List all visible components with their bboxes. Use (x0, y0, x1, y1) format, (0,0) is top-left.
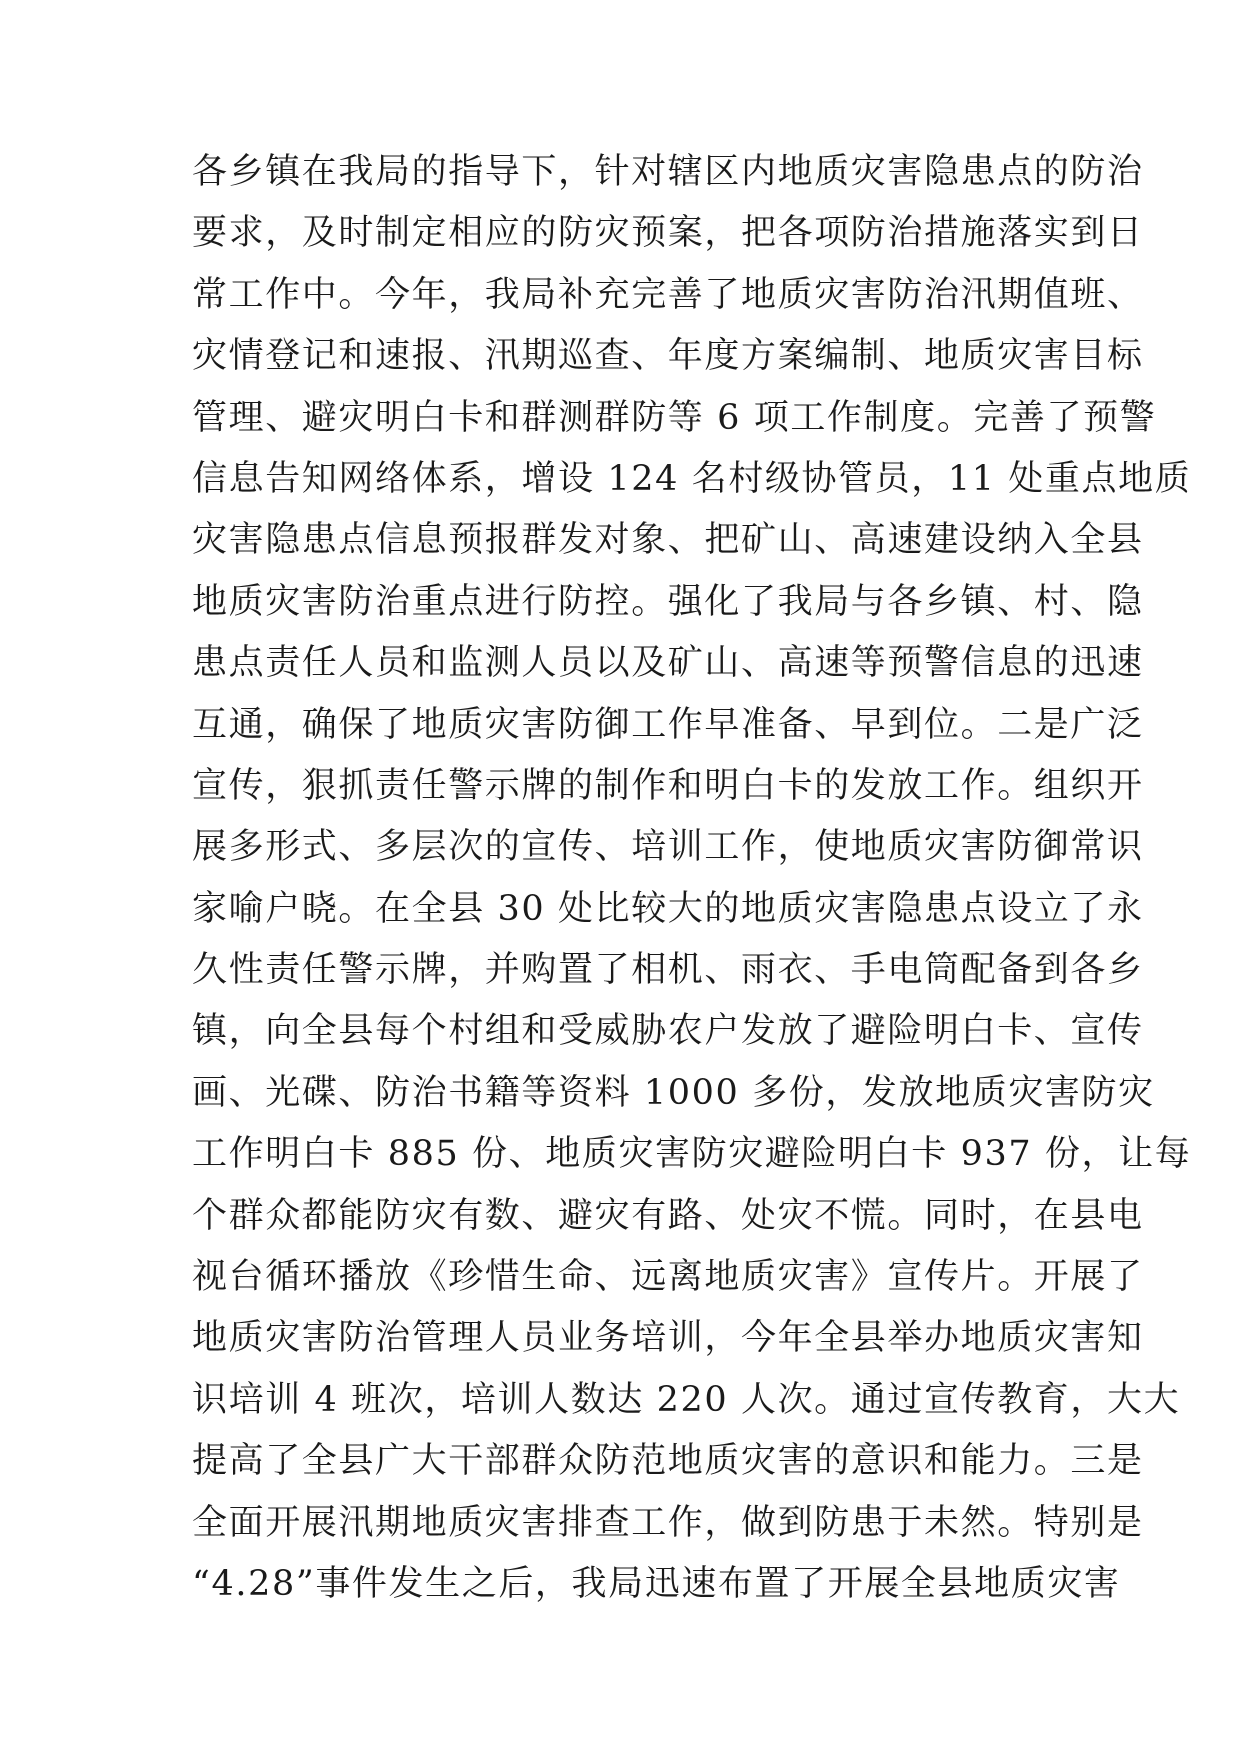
text-line: 各乡镇在我局的指导下，针对辖区内地质灾害隐患点的防治 (192, 152, 1144, 192)
text-line: 全面开展汛期地质灾害排查工作，做到防患于未然。特别是 (192, 1502, 1144, 1543)
body-paragraph (192, 142, 1192, 1615)
text-line: 镇，向全县每个村组和受威胁农户发放了避险明白卡、宣传 (192, 1011, 1144, 1052)
text-line: 常工作中。今年，我局补充完善了地质灾害防治汛期值班、 (192, 274, 1144, 315)
text-line: 展多形式、多层次的宣传、培训工作，使地质灾害防御常识 (192, 827, 1144, 868)
text-line: 患点责任人员和监测人员以及矿山、高速等预警信息的迅速 (192, 643, 1144, 684)
text-line: 管理、避灾明白卡和群测群防等 6 项工作制度。完善了预警 (192, 397, 1157, 438)
text-line: 地质灾害防治管理人员业务培训，今年全县举办地质灾害知 (192, 1318, 1144, 1359)
text-line: 工作明白卡 885 份、地质灾害防灾避险明白卡 937 份，让每 (192, 1134, 1192, 1175)
text-line: 宣传，狠抓责任警示牌的制作和明白卡的发放工作。组织开 (192, 765, 1144, 806)
text-line: “4.28”事件发生之后，我局迅速布置了开展全县地质灾害 (192, 1563, 1121, 1604)
text-line: 识培训 4 班次，培训人数达 220 人次。通过宣传教育，大大 (192, 1379, 1181, 1420)
text-line: 要求，及时制定相应的防灾预案，把各项防治措施落实到日 (192, 213, 1144, 254)
text-line: 画、光碟、防治书籍等资料 1000 多份，发放地质灾害防灾 (192, 1072, 1155, 1113)
text-line: 久性责任警示牌，并购置了相机、雨衣、手电筒配备到各乡 (192, 950, 1144, 991)
text-line: 信息告知网络体系，增设 124 名村级协管员，11 处重点地质 (192, 458, 1192, 499)
text-line: 视台循环播放《珍惜生命、远离地质灾害》宣传片。开展了 (192, 1257, 1144, 1298)
text-line: 灾情登记和速报、汛期巡查、年度方案编制、地质灾害目标 (192, 336, 1144, 377)
text-line: 提高了全县广大干部群众防范地质灾害的意识和能力。三是 (192, 1441, 1144, 1482)
text-line: 互通，确保了地质灾害防御工作早准备、早到位。二是广泛 (192, 704, 1144, 745)
text-line: 地质灾害防治重点进行防控。强化了我局与各乡镇、村、隐 (192, 581, 1144, 622)
text-line: 个群众都能防灾有数、避灾有路、处灾不慌。同时，在县电 (192, 1195, 1144, 1236)
text-line: 家喻户晓。在全县 30 处比较大的地质灾害隐患点设立了永 (192, 888, 1144, 929)
text-line: 灾害隐患点信息预报群发对象、把矿山、高速建设纳入全县 (192, 520, 1144, 561)
